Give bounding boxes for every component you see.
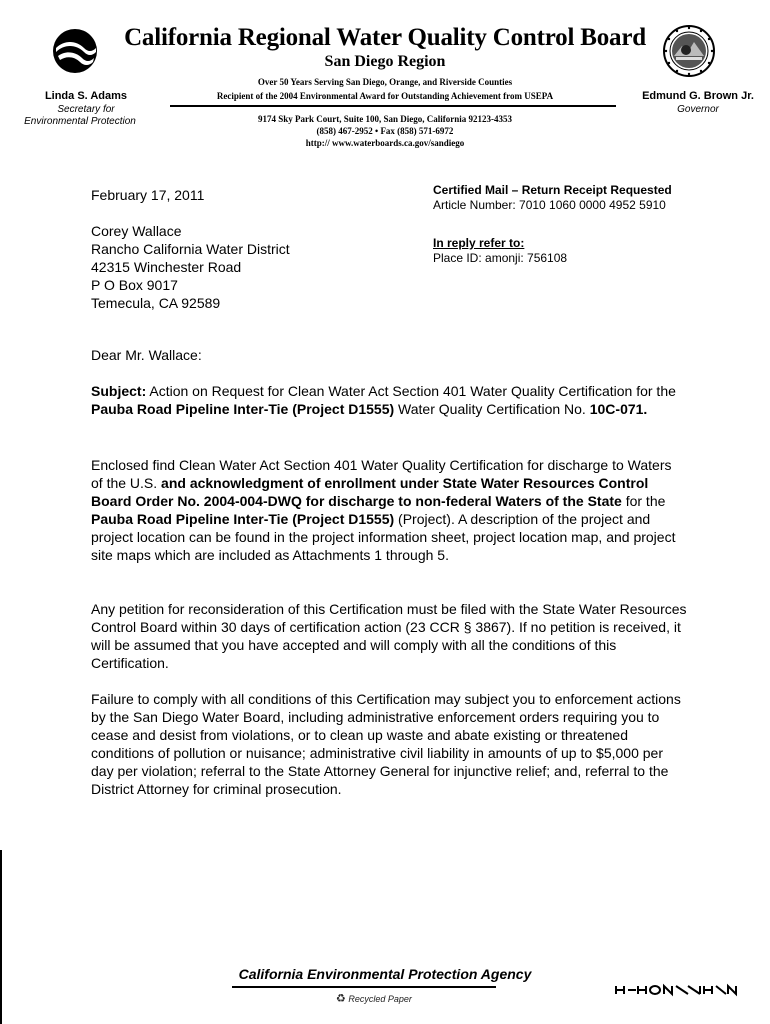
footer-divider	[232, 986, 496, 988]
header-region: San Diego Region	[324, 53, 446, 70]
recycle-icon: ♻	[336, 993, 346, 1005]
subject-text: Water Quality Certification No.	[394, 401, 590, 417]
body-paragraph-1	[91, 456, 687, 564]
body-paragraph-3: Failure to comply with all conditions of this Certification may subject you to enforcement actions by the San Diego Water Board, including administrative enforcement orders requiring you to cease and desist from violations, or to clean up waste and abate existing or threatened conditions of pollution or nuisance; administrative civil liability in amounts of up to $5,000 per day per violation; referral to the State Attorney General for injunctive relief; and, referral to the District Attorney for criminal prosecution.	[91, 691, 681, 797]
header-title: California Regional Water Quality Control Board	[124, 24, 646, 51]
project-name: Pauba Road Pipeline Inter-Tie (Project D1555)	[91, 401, 395, 417]
recycled-paper-text: Recycled Paper	[348, 994, 412, 1004]
paragraph-text: Enclosed find Clean Water Act Section 401 Water Quality Certification for discharge to Waters of the U.S.	[91, 457, 672, 491]
secretary-title-line1: Secretary for	[57, 104, 115, 115]
certification-number: 10C-071.	[589, 401, 648, 417]
recipient-address	[91, 222, 290, 312]
project-name: Pauba Road Pipeline Inter-Tie (Project D1555)	[91, 511, 395, 527]
secretary-name: Linda S. Adams	[44, 90, 128, 102]
subject-paragraph	[91, 382, 687, 418]
salutation: Dear Mr. Wallace:	[91, 347, 202, 363]
address-line: Corey Wallace	[91, 223, 182, 239]
article-number: Article Number: 7010 1060 0000 4952 5910	[433, 198, 666, 212]
paragraph-text: for the	[621, 493, 666, 509]
california-state-seal-icon	[662, 24, 716, 78]
letter-date: February 17, 2011	[91, 187, 205, 203]
document-code-mark	[614, 982, 740, 998]
reply-refer-label: In reply refer to:	[433, 236, 525, 250]
header-award-line: Recipient of the 2004 Environmental Award for Outstanding Achievement from USEPA	[216, 91, 554, 101]
header-address: 9174 Sky Park Court, Suite 100, San Diego, California 92123-4353	[257, 114, 512, 124]
header-service-line: Over 50 Years Serving San Diego, Orange, and Riverside Counties	[257, 77, 513, 87]
paragraph-text: (Project). A description of the project and project location can be found in the project information sheet, project location map, and project site maps which are included as Attachments 1 through 5.	[91, 511, 676, 563]
address-line: 42315 Winchester Road	[91, 259, 242, 275]
certified-mail-notice: Certified Mail – Return Receipt Requested	[433, 183, 672, 197]
subject-label: Subject:	[91, 383, 147, 399]
paragraph-bold-text: and acknowledgment of enrollment under State Water Resources Control Board Order No. 2004-004-DWQ for discharge to non-federal Waters of the State	[91, 475, 649, 509]
address-line: P O Box 9017	[91, 277, 178, 293]
scan-edge-mark	[0, 850, 2, 1024]
footer-agency: California Environmental Protection Agency	[238, 966, 532, 982]
address-line: Rancho California Water District	[91, 241, 290, 257]
address-line: Temecula, CA 92589	[91, 295, 221, 311]
header-website: http:// www.waterboards.ca.gov/sandiego	[305, 138, 465, 148]
place-id: Place ID: amonji: 756108	[433, 251, 568, 265]
governor-name: Edmund G. Brown Jr.	[642, 90, 754, 102]
body-paragraph-2: Any petition for reconsideration of this Certification must be filed with the State Water Resources Control Board within 30 days of certification action (23 CCR § 3867). If no petition is received, it will be assumed that you have accepted and will comply with all the conditions of this Certification.	[91, 601, 687, 671]
secretary-title-line2: Environmental Protection	[24, 116, 136, 127]
footer-recycled	[336, 992, 412, 1005]
header-divider	[170, 105, 616, 107]
governor-title: Governor	[677, 104, 719, 115]
subject-text: Action on Request for Clean Water Act Section 401 Water Quality Certification for the	[146, 383, 676, 399]
header-phone-fax: (858) 467-2952 • Fax (858) 571-6972	[316, 126, 454, 136]
